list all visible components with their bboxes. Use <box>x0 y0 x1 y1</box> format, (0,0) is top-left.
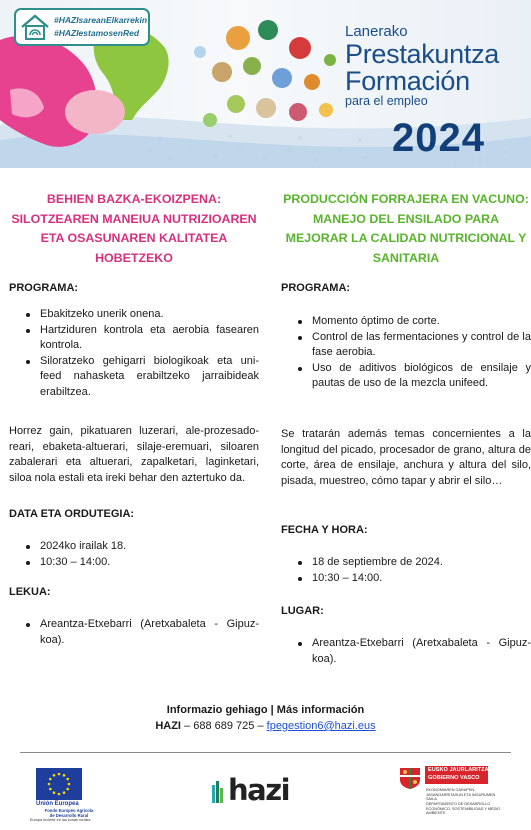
basque-programa-list <box>9 307 259 401</box>
header-banner <box>0 0 531 168</box>
basque-course-title: BEHIEN BAZKA-EKOIZPENA: SILOTZEAREN MANEIUA NUTRIZIOAREN ETA OSASUNAREN KALITATEA HOBETZEKO <box>11 192 257 265</box>
list-item: Areantza-Etxebarri (Aretxabaleta - Gipuz-koa). <box>9 617 259 648</box>
banner-prestakuntza: Prestakuntza <box>345 39 499 69</box>
contact-org: HAZI <box>155 720 181 732</box>
list-item: Uso de aditivos biológicos de ensilaje y pautas de uso de la mezcla unifeed. <box>281 361 531 392</box>
basque-government-name-eu: EUSKO JAURLARITZA <box>428 767 489 773</box>
list-item: 2024ko irailak 18. <box>9 539 259 555</box>
footer-divider <box>20 752 511 753</box>
basque-date-heading: DATA ETA ORDUTEGIA: <box>9 508 135 520</box>
hazi-wordmark: hazi <box>228 773 290 807</box>
list-item: Control de las fermentaciones y control de la fase aerobia. <box>281 330 531 361</box>
spanish-date-list <box>281 555 531 586</box>
spanish-place-heading: LUGAR: <box>281 605 324 617</box>
list-item: Hartziduren kontrola eta aerobia fasearen kontrola. <box>9 323 259 354</box>
hashtag-basque: #HAZIsareanElkarrekin <box>54 15 148 25</box>
list-item: Ebakitzeko unerik onena. <box>9 307 259 323</box>
spanish-programa-heading: PROGRAMA: <box>281 282 351 294</box>
department-name-eu: EKONOMIAREN GARAPEN, JASANGARRITASUN ETA INGURUMEN SAILA <box>426 788 496 802</box>
eu-motto: Europa invierte en las zonas rurales <box>30 818 91 822</box>
house-wifi-icon <box>20 13 50 41</box>
list-item: Momento óptimo de corte. <box>281 314 531 330</box>
basque-place-list <box>9 617 259 648</box>
basque-programa-heading: PROGRAMA: <box>9 282 79 294</box>
basque-date-list <box>9 539 259 570</box>
banner-formacion: Formación <box>345 66 470 96</box>
hashtag-spanish: #HAZIestamosenRed <box>54 28 140 38</box>
spanish-column <box>281 190 531 665</box>
hazi-bars-icon <box>212 779 226 803</box>
basque-description: Horrez gain, pikatuaren luzerari, ale-prozesado-reari, ebaketa-altuerari, silaje-eremuari, siloaren zabalerari eta altuerari, zapalketari, laginketari, siloa nola estali eta ireki behar den aztertuko da. <box>9 425 259 484</box>
eu-name: Unión Europea <box>36 801 79 807</box>
banner-para-el-empleo: para el empleo <box>345 94 428 108</box>
basque-government-shield-icon <box>398 766 422 790</box>
list-item: 10:30 – 14:00. <box>9 555 259 571</box>
list-item: 10:30 – 14:00. <box>281 571 531 587</box>
eu-fund: Fondo Europeo Agrícola de Desarrollo Rural <box>44 808 94 818</box>
list-item: 18 de septiembre de 2024. <box>281 555 531 571</box>
hashtag-logo <box>14 8 150 46</box>
email-link[interactable]: fpegestion6@hazi.eus <box>266 720 376 732</box>
basque-government-name-es: GOBIERNO VASCO <box>428 775 480 781</box>
banner-lanerako: Lanerako <box>345 23 408 40</box>
banner-year: 2024 <box>392 116 485 160</box>
basque-place-heading: LEKUA: <box>9 586 51 598</box>
basque-column <box>9 190 259 646</box>
spanish-course-title: PRODUCCIÓN FORRAJERA EN VACUNO: MANEJO DEL ENSILADO PARA MEJORAR LA CALIDAD NUTRICIONAL Y SANITARIA <box>283 192 529 265</box>
contact-phone: – 688 689 725 – <box>181 720 267 732</box>
department-name-es: DEPARTAMENTO DE DESARROLLO ECONÓMICO, SOSTENIBILIDAD Y MEDIO AMBIENTE <box>426 802 501 816</box>
list-item: Areantza-Etxebarri (Aretxabaleta - Gipuz-koa). <box>281 636 531 667</box>
eu-flag-icon <box>36 768 82 800</box>
spanish-date-heading: FECHA Y HORA: <box>281 524 368 536</box>
contact-line <box>0 720 531 732</box>
more-info-heading: Informazio gehiago | Más información <box>166 704 365 716</box>
list-item: Siloratzeko gehigarri biologikoak eta uni-feed nahasketa erabiltzeko jarraibideak erabiltzea. <box>9 354 259 401</box>
spanish-programa-list <box>281 314 531 392</box>
spanish-place-list <box>281 636 531 667</box>
spanish-description: Se tratarán además temas concernientes a la longitud del picado, procesador de grano, altura de corte, área de ensilaje, anchura y altura del silo, pisada, muestreo, cómo tapar y abrir el silo… <box>281 428 531 487</box>
